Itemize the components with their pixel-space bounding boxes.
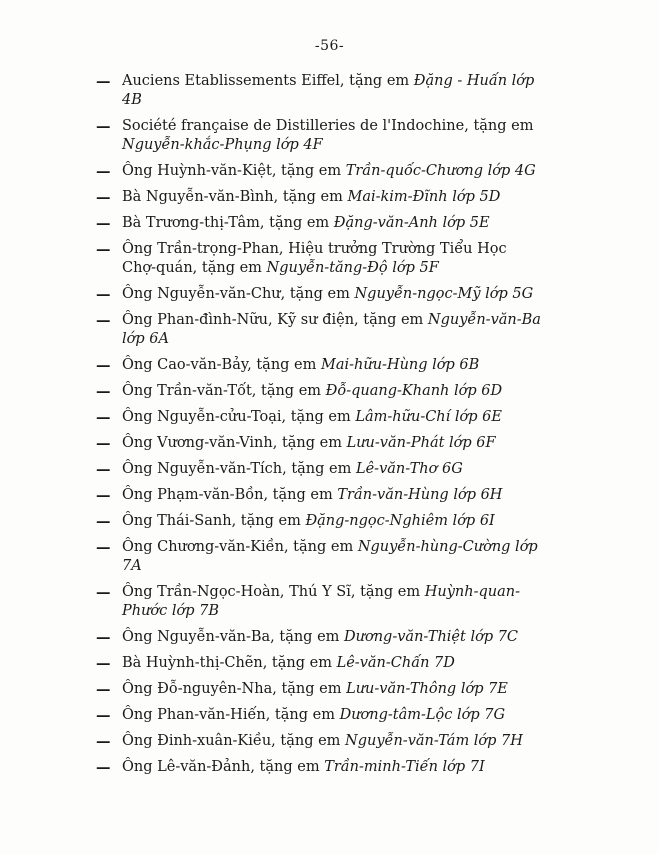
donor-text: Ông Vương-văn-Vinh, tặng em: [122, 435, 342, 451]
list-item: [96, 382, 542, 401]
list-item: [96, 706, 542, 725]
dash-marker: —: [96, 383, 111, 400]
dash-marker: —: [96, 357, 111, 374]
donor-text: Bà Trương-thị-Tâm, tặng em: [122, 215, 330, 231]
list-item: [96, 162, 542, 181]
dash-marker: —: [96, 461, 111, 478]
dash-marker: —: [96, 733, 111, 750]
donor-text: Ông Thái-Sanh, tặng em: [122, 513, 301, 529]
recipient-text: Dương-văn-Thiệt lớp 7C: [344, 629, 519, 645]
dash-marker: —: [96, 118, 111, 135]
list-item: [96, 117, 542, 155]
donor-text: Ông Phan-đình-Nữu, Kỹ sư điện, tặng em: [122, 312, 424, 328]
recipient-text: Đặng-văn-Anh lớp 5E: [333, 215, 490, 231]
donor-text: Ông Nguyễn-văn-Ba, tặng em: [122, 629, 340, 645]
dash-marker: —: [96, 73, 111, 90]
donor-text: Bà Nguyễn-văn-Bình, tặng em: [122, 189, 343, 205]
donor-text: Ông Nguyễn-văn-Tích, tặng em: [122, 461, 352, 477]
recipient-text: Mai-hữu-Hùng lớp 6B: [321, 357, 480, 373]
list-item: [96, 628, 542, 647]
dash-marker: —: [96, 629, 111, 646]
dash-marker: —: [96, 241, 111, 258]
recipient-text: Huỳnh-quan-Phước lớp 7B: [122, 584, 520, 619]
recipient-text: Lê-văn-Chấn 7D: [336, 655, 455, 671]
dash-marker: —: [96, 163, 111, 180]
list-item: [96, 654, 542, 673]
recipient-text: Nguyễn-hùng-Cường lớp 7A: [122, 539, 538, 574]
recipient-text: Nguyễn-văn-Tám lớp 7H: [345, 733, 523, 749]
dash-marker: —: [96, 487, 111, 504]
recipient-text: Dương-tâm-Lộc lớp 7G: [339, 707, 506, 723]
dash-marker: —: [96, 435, 111, 452]
donor-text: Ông Phạm-văn-Bồn, tặng em: [122, 487, 333, 503]
donor-text: Ông Nguyễn-cửu-Toại, tặng em: [122, 409, 351, 425]
recipient-text: Trần-minh-Tiến lớp 7I: [324, 759, 485, 775]
donor-text: Ông Phan-văn-Hiến, tặng em: [122, 707, 335, 723]
dash-marker: —: [96, 286, 111, 303]
donor-text: Ông Lê-văn-Đảnh, tặng em: [122, 759, 320, 775]
list-item: [96, 434, 542, 453]
dash-marker: —: [96, 539, 111, 556]
recipient-text: Đỗ-quang-Khanh lớp 6D: [325, 383, 503, 399]
dash-marker: —: [96, 681, 111, 698]
list-item: [96, 240, 542, 278]
recipient-text: Lưu-văn-Phát lớp 6F: [346, 435, 496, 451]
donation-list: [96, 72, 542, 784]
dash-marker: —: [96, 189, 111, 206]
dash-marker: —: [96, 409, 111, 426]
donor-text: Ông Chương-văn-Kiền, tặng em: [122, 539, 354, 555]
dash-marker: —: [96, 513, 111, 530]
donor-text: Ông Trần-văn-Tốt, tặng em: [122, 383, 322, 399]
dash-marker: —: [96, 759, 111, 776]
donor-text: Société française de Distilleries de l'Indochine, tặng em: [122, 118, 534, 134]
donor-text: Ông Cao-văn-Bảy, tặng em: [122, 357, 317, 373]
list-item: [96, 285, 542, 304]
list-item: [96, 460, 542, 479]
dash-marker: —: [96, 312, 111, 329]
list-item: [96, 758, 542, 777]
recipient-text: Nguyễn-văn-Ba lớp 6A: [122, 312, 541, 347]
dash-marker: —: [96, 655, 111, 672]
list-item: [96, 356, 542, 375]
page-number: -56-: [314, 38, 345, 54]
donor-text: Ông Nguyễn-văn-Chư, tặng em: [122, 286, 350, 302]
recipient-text: Trần-quốc-Chương lớp 4G: [345, 163, 536, 179]
list-item: [96, 486, 542, 505]
list-item: [96, 538, 542, 576]
list-item: [96, 311, 542, 349]
donor-text: Ông Trần-Ngọc-Hoàn, Thú Y Sĩ, tặng em: [122, 584, 421, 600]
recipient-text: Lê-văn-Thơ 6G: [355, 461, 463, 477]
list-item: [96, 408, 542, 427]
donor-text: Bà Huỳnh-thị-Chẽn, tặng em: [122, 655, 332, 671]
recipient-text: Đặng-ngọc-Nghiêm lớp 6I: [305, 513, 495, 529]
donor-text: Ông Đinh-xuân-Kiều, tặng em: [122, 733, 341, 749]
donor-text: Ông Huỳnh-văn-Kiệt, tặng em: [122, 163, 342, 179]
dash-marker: —: [96, 707, 111, 724]
recipient-text: Lưu-văn-Thông lớp 7E: [346, 681, 508, 697]
list-item: [96, 512, 542, 531]
recipient-text: Mai-kim-Đĩnh lớp 5D: [347, 189, 501, 205]
donor-text: Auciens Etablissements Eiffel, tặng em: [122, 73, 410, 89]
dash-marker: —: [96, 215, 111, 232]
list-item: [96, 72, 542, 110]
list-item: [96, 214, 542, 233]
donor-text: Ông Trần-trọng-Phan, Hiệu trưởng Trường Tiểu Học Chợ-quán, tặng em: [122, 241, 507, 276]
recipient-text: Nguyễn-ngọc-Mỹ lớp 5G: [354, 286, 534, 302]
donor-text: Ông Đỗ-nguyên-Nha, tặng em: [122, 681, 342, 697]
recipient-text: Nguyễn-khắc-Phụng lớp 4F: [122, 137, 323, 153]
list-item: [96, 583, 542, 621]
recipient-text: Trần-văn-Hùng lớp 6H: [337, 487, 503, 503]
list-item: [96, 680, 542, 699]
recipient-text: Lâm-hữu-Chí lớp 6E: [355, 409, 502, 425]
dash-marker: —: [96, 584, 111, 601]
list-item: [96, 188, 542, 207]
recipient-text: Nguyễn-tăng-Độ lớp 5F: [266, 260, 439, 276]
list-item: [96, 732, 542, 751]
recipient-text: Đặng - Huấn lớp 4B: [122, 73, 535, 108]
